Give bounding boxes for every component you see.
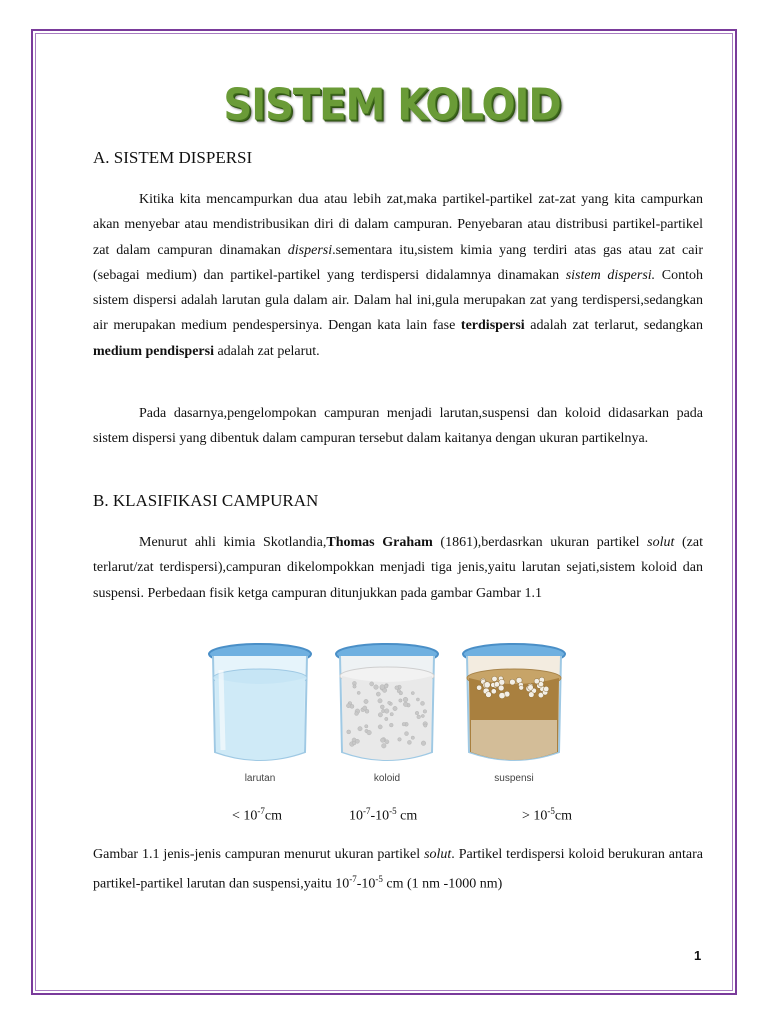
- colloid-particle: [421, 714, 424, 717]
- beaker-suspensi: [459, 640, 569, 790]
- beaker-label-suspensi: suspensi: [494, 773, 534, 784]
- beaker-label-larutan: larutan: [244, 773, 276, 784]
- suspension-particle: [510, 679, 516, 685]
- colloid-particle: [357, 691, 360, 694]
- size-label-suspensi: > $10^{-5}cm$: [522, 806, 573, 824]
- colloid-particle: [370, 682, 374, 686]
- beaker-label-koloid: koloid: [373, 773, 401, 784]
- suspension-particle: [529, 692, 535, 698]
- colloid-particle: [353, 685, 356, 688]
- section-b-heading: B. KLASIFIKASI CAMPURAN: [93, 491, 319, 510]
- suspension-particle: [486, 692, 492, 698]
- section-b-paragraph-1: Menurut ahli kimia Skotlandia,Thomas Graham (1861),berdasrkan ukuran partikel solut (zat terlarut/zat terdispersi),campuran dikelompokkan menjadi tiga jenis,yaitu larutan sejati,sistem koloid dan suspensi. Perbedaan fisik ketga campuran ditunjukkan pada gambar Gambar 1.1: [93, 535, 703, 601]
- suspension-particle: [544, 686, 549, 691]
- colloid-particle: [416, 698, 419, 701]
- colloid-particle: [363, 706, 367, 710]
- colloid-particle: [390, 713, 393, 716]
- colloid-particle: [402, 722, 406, 726]
- colloid-particle: [355, 739, 359, 743]
- colloid-particle: [411, 736, 414, 739]
- beaker-larutan-icon: [205, 640, 315, 770]
- colloid-particle: [385, 717, 388, 720]
- suspension-particle: [484, 682, 490, 688]
- colloid-particle: [378, 725, 382, 729]
- suspension-particle: [477, 685, 482, 690]
- size-label-larutan: < $10^{-7}cm$: [232, 806, 283, 824]
- colloid-particle: [350, 704, 354, 708]
- suspension-particle: [499, 693, 505, 699]
- section-a-paragraph-1: Kitika kita mencampurkan dua atau lebih zat,maka partikel-partikel zat-zat yang kita campurkan akan menyebar atau mendistribusikan diri di dalam campuran. Penyebaran atau distribusi partikel-partikel zat dalam campuran dinamakan dispersi.sementara itu,sistem kimia yang terdiri atas gas atau zat cair (sebagai medium) dan partikel-partikel yang terdispersi didalamnya dinamakan sistem dispersi. Contoh sistem dispersi adalah larutan gula dalam air. Dalam hal ini,gula merupakan zat yang terdispersi,sedangkan air merupakan medium pendespersinya. Dengan kata lain fase terdispersi adalah zat terlarut, sedangkan medium pendispersi adalah zat pelarut.: [93, 192, 704, 359]
- colloid-particle: [421, 701, 425, 705]
- colloid-particle: [389, 723, 393, 727]
- suspension-particle: [492, 676, 497, 681]
- page-title: SISTEM KOLOID: [223, 79, 561, 131]
- colloid-particle: [358, 727, 362, 731]
- size-label-koloid: $10^{-7}-10^{-5}$ cm: [349, 806, 418, 824]
- colloid-particle: [399, 691, 403, 695]
- colloid-particle: [380, 738, 384, 742]
- colloid-particle: [385, 740, 389, 744]
- colloid-particle: [403, 697, 408, 702]
- suspension-particle: [491, 689, 496, 694]
- colloid-particle: [415, 711, 419, 715]
- suspension-particle: [538, 682, 543, 687]
- beaker-koloid-icon: [332, 640, 442, 770]
- colloid-particle: [382, 744, 387, 749]
- colloid-particle: [388, 701, 391, 704]
- colloid-particle: [421, 741, 426, 746]
- page-number: 1: [694, 948, 702, 963]
- colloid-particle: [403, 702, 408, 707]
- colloid-particle: [407, 740, 411, 744]
- colloid-particle: [378, 699, 382, 703]
- colloid-particle: [380, 685, 385, 690]
- colloid-particle: [417, 715, 421, 719]
- colloid-particle: [423, 710, 427, 714]
- colloid-particle: [367, 730, 372, 735]
- colloid-particle: [424, 724, 427, 727]
- colloid-particle: [378, 713, 382, 717]
- suspension-particle: [528, 685, 534, 691]
- colloid-particle: [374, 685, 379, 690]
- colloid-particle: [395, 686, 399, 690]
- colloid-particle: [381, 709, 385, 713]
- colloid-particle: [365, 725, 368, 728]
- section-a-paragraph-2: Pada dasarnya,pengelompokan campuran menjadi larutan,suspensi dan koloid didasarkan pada sistem dispersi yang dibentuk dalam campuran tersebut dalam kaitanya dengan ukuran partikelnya.: [93, 406, 703, 447]
- suspension-particle: [498, 685, 504, 691]
- colloid-particle: [347, 730, 351, 734]
- beaker-suspensi-icon: [459, 640, 569, 770]
- colloid-particle: [376, 692, 380, 696]
- figure-caption: Gambar 1.1 jenis-jenis campuran menurut ukuran partikel solut. Partikel terdispersi koloid berukuran antara partikel-partikel larutan dan suspensi,yaitu $10^{-7}-10^{-5}$ cm (1 nm -1000 nm): [93, 847, 703, 892]
- colloid-particle: [393, 706, 397, 710]
- colloid-particle: [355, 712, 359, 716]
- liquid-larutan: [215, 678, 305, 760]
- colloid-particle: [411, 692, 414, 695]
- colloid-particle: [398, 738, 402, 742]
- beaker-larutan: [205, 640, 315, 790]
- colloid-particle: [380, 705, 384, 709]
- figure-beakers: [205, 640, 565, 790]
- suspension-particle: [519, 685, 524, 690]
- colloid-particle: [399, 699, 402, 702]
- section-a-heading: A. SISTEM DISPERSI: [93, 148, 253, 167]
- colloid-particle: [364, 699, 368, 703]
- beaker-koloid: [332, 640, 442, 790]
- colloid-particle: [405, 732, 409, 736]
